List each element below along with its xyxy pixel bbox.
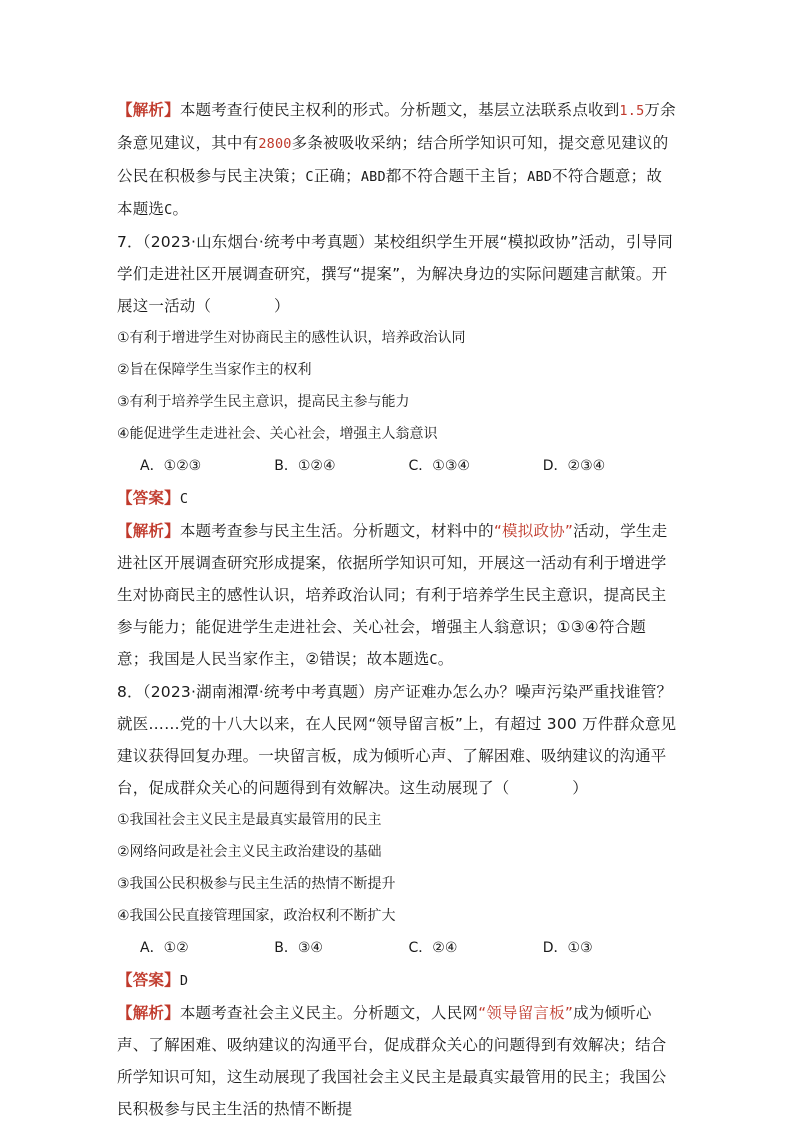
analysis-text: 多条被吸收采纳；结合所学知识可知，提交意见建议的公民在积极参与民主决策； [117, 134, 669, 185]
q7-analysis [117, 515, 677, 676]
analysis-text: 。 [437, 650, 454, 668]
q7-stem: 7．（2023·山东烟台·统考中考真题）某校组织学生开展“模拟政协”活动，引导同学们走进社区开展调查研究，撰写“提案”，为解决身边的实际问题建言献策。开展这一活动（ ） [117, 233, 673, 315]
q7-option-1: ①有利于增进学生对协商民主的感性认识，培养政治认同 [117, 330, 466, 346]
q7-choice-c: C．①③④ [408, 458, 470, 474]
document-page [117, 94, 677, 1125]
answer-value: C [179, 491, 189, 507]
highlight-number: 1.5 [619, 103, 645, 119]
q8-choice-b: B．③④ [274, 940, 323, 956]
option-code: C [305, 169, 314, 185]
q8-choice-c: C．②④ [408, 940, 458, 956]
analysis-text: 本题考查参与民主生活。分析题文，材料中的 [179, 522, 494, 540]
q8-option-1: ①我国社会主义民主是最真实最管用的民主 [117, 812, 382, 828]
q8-analysis [117, 997, 677, 1125]
q7-option-4: ④能促进学生走进社会、关心社会，增强主人翁意识 [117, 426, 438, 442]
analysis-text: 成为倾听心声、了解困难、吸纳建议的沟通平台，促成群众关心的问题得到有效解决；结合所学知识可知，这生动展现了我国社会主义民主是最真实最管用的民主；我国公民积极参与民主生活的热情不断提 [117, 1004, 667, 1118]
q8-answer [117, 964, 677, 997]
q7-option-2: ②旨在保障学生当家作主的权利 [117, 362, 312, 378]
option-code: ABD [360, 169, 386, 185]
q7-choice-d: D．②③④ [542, 458, 606, 474]
analysis-text: 本题考查社会主义民主。分析题文，人民网 [179, 1004, 479, 1022]
highlight-quote: “模拟政协” [493, 522, 574, 540]
option-code: ABD [527, 169, 553, 185]
q8-option-4: ④我国公民直接管理国家，政治权利不断扩大 [117, 908, 396, 924]
answer-tag: 【答案】 [117, 971, 180, 989]
q7-choice-b: B．①②④ [274, 458, 336, 474]
analysis-text: 不符合题意；故本题选 [117, 167, 663, 218]
q6-analysis [117, 94, 677, 226]
analysis-tag: 【解析】 [117, 101, 180, 119]
analysis-text: 都不符合题干主旨； [385, 167, 528, 185]
option-code: C [164, 202, 173, 218]
q8-choice-d: D．①③ [542, 940, 593, 956]
q8-stem: 8．（2023·湖南湘潭·统考中考真题）房产证难办怎么办？噪声污染严重找谁管？就医……党的十八大以来，在人民网“领导留言板”上，有超过 300 万件群众意见建议获得回复办理。一块留言板，成为倾听心声、了解困难、吸纳建议的沟通平台，促成群众关心的问题得到有效解决。这生动展现了（ ） [117, 683, 677, 797]
option-code: C [429, 652, 438, 668]
q7-option-3: ③有利于培养学生民主意识，提高民主参与能力 [117, 394, 410, 410]
q8-option-2: ②网络问政是社会主义民主政治建设的基础 [117, 844, 382, 860]
analysis-text: 正确； [313, 167, 361, 185]
answer-value: D [179, 973, 189, 989]
answer-tag: 【答案】 [117, 489, 180, 507]
analysis-text: 。 [172, 200, 189, 218]
analysis-text: 活动，学生走进社区开展调查研究形成提案，依据所学知识可知，开展这一活动有利于增进学生对协商民主的感性认识，培养政治认同；有利于培养学生民主意识，提高民主参与能力；能促进学生走进社会、关心社会，增强主人翁意识；①③④符合题意；我国是人民当家作主，②错误；故本题选 [117, 522, 668, 668]
highlight-quote: “领导留言板” [478, 1004, 574, 1022]
analysis-tag: 【解析】 [117, 1004, 180, 1022]
analysis-text: 本题考查行使民主权利的形式。分析题文，基层立法联系点收到 [179, 101, 620, 119]
q8-choice-a: A．①② [140, 940, 189, 956]
analysis-tag: 【解析】 [117, 522, 180, 540]
q7-choice-a: A．①②③ [140, 458, 202, 474]
q7-choices [117, 450, 677, 482]
q8-choices [117, 932, 677, 964]
q7-answer [117, 482, 677, 515]
q8-option-3: ③我国公民积极参与民主生活的热情不断提升 [117, 876, 396, 892]
analysis-text: 万余条意见建议，其中有 [117, 101, 676, 152]
highlight-number: 2800 [258, 136, 292, 152]
